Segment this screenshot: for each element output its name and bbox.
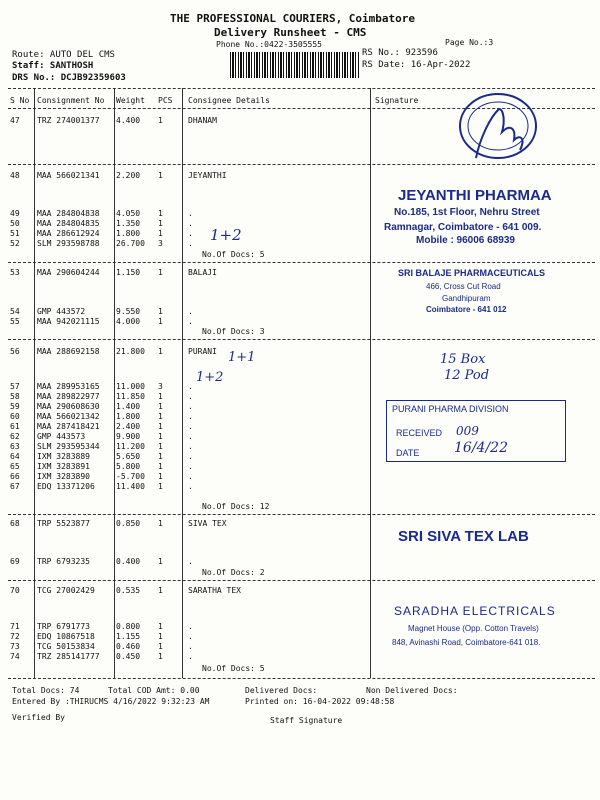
row-consignee: . xyxy=(188,442,193,451)
row-weight: 1.155 xyxy=(116,632,141,641)
row-weight: 4.050 xyxy=(116,209,141,218)
row-consignment-no: TRP 6791773 xyxy=(37,622,90,631)
row-pcs: 1 xyxy=(158,268,163,277)
row-pcs: 1 xyxy=(158,452,163,461)
row-consignment-no: MAA 287418421 xyxy=(37,422,100,431)
row-sno: 58 xyxy=(10,392,20,401)
row-pcs: 1 xyxy=(158,652,163,661)
row-weight: 5.650 xyxy=(116,452,141,461)
row-sno: 50 xyxy=(10,219,20,228)
row-weight: 9.900 xyxy=(116,432,141,441)
row-weight: 11.400 xyxy=(116,482,145,491)
rs-number: RS No.: 923596 xyxy=(362,48,438,58)
row-consignee: . xyxy=(188,557,193,566)
row-consignment-no: TRP 6793235 xyxy=(37,557,90,566)
document-title: Delivery Runsheet - CMS xyxy=(214,26,367,39)
col-divider xyxy=(114,88,115,678)
row-consignment-no: MAA 566021342 xyxy=(37,412,100,421)
row-pcs: 1 xyxy=(158,586,163,595)
row-pcs: 1 xyxy=(158,229,163,238)
route: Route: AUTO DEL CMS xyxy=(12,50,115,60)
row-pcs: 1 xyxy=(158,219,163,228)
row-sno: 61 xyxy=(10,422,20,431)
row-sno: 51 xyxy=(10,229,20,238)
row-consignee: . xyxy=(188,229,193,238)
row-sno: 54 xyxy=(10,307,20,316)
row-consignment-no: MAA 290608630 xyxy=(37,402,100,411)
row-consignment-no: TCG 27002429 xyxy=(37,586,95,595)
row-weight: 0.850 xyxy=(116,519,141,528)
row-consignee: SIVA TEX xyxy=(188,519,227,528)
row-consignment-no: IXM 3283891 xyxy=(37,462,90,471)
row-weight: 2.200 xyxy=(116,171,141,180)
no-of-docs: No.Of Docs: 5 xyxy=(202,250,265,259)
handwritten-note: 1+2 xyxy=(196,370,224,385)
no-of-docs: No.Of Docs: 2 xyxy=(202,568,265,577)
row-pcs: 1 xyxy=(158,392,163,401)
row-sno: 53 xyxy=(10,268,20,277)
row-consignment-no: TRP 5523877 xyxy=(37,519,90,528)
row-pcs: 1 xyxy=(158,171,163,180)
row-weight: 1.800 xyxy=(116,412,141,421)
col-divider xyxy=(34,88,35,678)
row-weight: 26.700 xyxy=(116,239,145,248)
col-consignment: Consignment No xyxy=(37,96,105,105)
row-consignment-no: IXM 3283890 xyxy=(37,472,90,481)
row-sno: 68 xyxy=(10,519,20,528)
row-consignment-no: MAA 289953165 xyxy=(37,382,100,391)
group-separator xyxy=(8,262,595,263)
row-sno: 52 xyxy=(10,239,20,248)
row-consignee: . xyxy=(188,642,193,651)
row-weight: 0.460 xyxy=(116,642,141,651)
row-consignee: PURANI xyxy=(188,347,217,356)
row-consignee: . xyxy=(188,209,193,218)
row-consignee: . xyxy=(188,412,193,421)
row-weight: 1.350 xyxy=(116,219,141,228)
row-sno: 69 xyxy=(10,557,20,566)
col-pcs: PCS xyxy=(158,96,173,105)
row-weight: 4.000 xyxy=(116,317,141,326)
row-pcs: 1 xyxy=(158,557,163,566)
row-pcs: 1 xyxy=(158,347,163,356)
row-consignment-no: MAA 566021341 xyxy=(37,171,100,180)
group-separator xyxy=(8,339,595,340)
row-consignee: . xyxy=(188,632,193,641)
row-weight: 0.800 xyxy=(116,622,141,631)
handwritten-note: 15 Box xyxy=(440,352,486,367)
row-consignee: . xyxy=(188,622,193,631)
row-sno: 55 xyxy=(10,317,20,326)
col-weight: Weight xyxy=(116,96,145,105)
row-weight: -5.700 xyxy=(116,472,145,481)
total-cod-amount: Total COD Amt: 0.00 xyxy=(108,686,200,695)
row-consignment-no: SLM 293598788 xyxy=(37,239,100,248)
row-pcs: 1 xyxy=(158,432,163,441)
row-sno: 63 xyxy=(10,442,20,451)
row-weight: 1.800 xyxy=(116,229,141,238)
delivered-docs: Delivered Docs: xyxy=(245,686,318,695)
row-sno: 56 xyxy=(10,347,20,356)
row-consignee: . xyxy=(188,432,193,441)
row-sno: 66 xyxy=(10,472,20,481)
row-sno: 73 xyxy=(10,642,20,651)
row-consignee: . xyxy=(188,382,193,391)
row-consignee: . xyxy=(188,422,193,431)
row-consignee: . xyxy=(188,452,193,461)
row-sno: 71 xyxy=(10,622,20,631)
row-weight: 9.550 xyxy=(116,307,141,316)
row-weight: 1.150 xyxy=(116,268,141,277)
verified-by: Verified By xyxy=(12,713,65,722)
handwritten-note: 1+2 xyxy=(210,226,242,244)
row-sno: 67 xyxy=(10,482,20,491)
row-pcs: 1 xyxy=(158,209,163,218)
row-consignment-no: MAA 284804838 xyxy=(37,209,100,218)
table-end-rule xyxy=(8,678,595,679)
signature-scribble xyxy=(450,88,540,172)
row-pcs: 1 xyxy=(158,412,163,421)
row-sno: 74 xyxy=(10,652,20,661)
row-consignment-no: GMP 443572 xyxy=(37,307,86,316)
row-pcs: 1 xyxy=(158,519,163,528)
printed-on: Printed on: 16-04-2022 09:48:58 xyxy=(245,697,395,706)
row-weight: 2.400 xyxy=(116,422,141,431)
row-consignment-no: SLM 293595344 xyxy=(37,442,100,451)
row-consignment-no: MAA 290604244 xyxy=(37,268,100,277)
row-pcs: 1 xyxy=(158,402,163,411)
row-consignee: . xyxy=(188,307,193,316)
row-sno: 48 xyxy=(10,171,20,180)
no-of-docs: No.Of Docs: 5 xyxy=(202,664,265,673)
row-consignee: SARATHA TEX xyxy=(188,586,241,595)
no-of-docs: No.Of Docs: 3 xyxy=(202,327,265,336)
row-consignee: . xyxy=(188,462,193,471)
row-pcs: 1 xyxy=(158,317,163,326)
row-pcs: 3 xyxy=(158,239,163,248)
col-divider xyxy=(182,88,183,678)
phone-number: Phone No.:0422-3505555 xyxy=(216,40,322,49)
row-consignee: . xyxy=(188,472,193,481)
row-consignment-no: TCG 50153834 xyxy=(37,642,95,651)
row-consignee: BALAJI xyxy=(188,268,217,277)
row-consignment-no: IXM 3283889 xyxy=(37,452,90,461)
row-consignment-no: TRZ 285141777 xyxy=(37,652,100,661)
row-consignee: . xyxy=(188,652,193,661)
row-sno: 62 xyxy=(10,432,20,441)
row-weight: 11.200 xyxy=(116,442,145,451)
row-consignee: . xyxy=(188,402,193,411)
row-sno: 72 xyxy=(10,632,20,641)
staff-signature-label: Staff Signature xyxy=(270,716,343,725)
row-consignee: . xyxy=(188,392,193,401)
col-divider xyxy=(370,88,371,678)
no-of-docs: No.Of Docs: 12 xyxy=(202,502,270,511)
barcode xyxy=(230,52,360,78)
row-pcs: 1 xyxy=(158,632,163,641)
row-consignment-no: MAA 288692158 xyxy=(37,347,100,356)
row-weight: 4.400 xyxy=(116,116,141,125)
handwritten-note: 16/4/22 xyxy=(454,440,508,456)
entered-by: Entered By :THIRUCMS 4/16/2022 9:32:23 AM xyxy=(12,697,210,706)
row-weight: 0.535 xyxy=(116,586,141,595)
staff: Staff: SANTHOSH xyxy=(12,61,94,71)
row-consignment-no: EDQ 13371206 xyxy=(37,482,95,491)
row-consignment-no: MAA 286612924 xyxy=(37,229,100,238)
rs-date: RS Date: 16-Apr-2022 xyxy=(362,60,471,70)
row-pcs: 1 xyxy=(158,472,163,481)
row-consignee: JEYANTHI xyxy=(188,171,227,180)
non-delivered-docs: Non Delivered Docs: xyxy=(366,686,458,695)
handwritten-note: 009 xyxy=(456,424,479,438)
row-sno: 64 xyxy=(10,452,20,461)
row-pcs: 1 xyxy=(158,442,163,451)
row-pcs: 1 xyxy=(158,462,163,471)
row-sno: 60 xyxy=(10,412,20,421)
row-sno: 59 xyxy=(10,402,20,411)
col-sno: S No xyxy=(10,96,30,105)
row-sno: 57 xyxy=(10,382,20,391)
row-weight: 1.400 xyxy=(116,402,141,411)
row-consignment-no: MAA 284804835 xyxy=(37,219,100,228)
row-consignee: DHANAM xyxy=(188,116,217,125)
row-consignment-no: GMP 443573 xyxy=(37,432,86,441)
row-consignee: . xyxy=(188,482,193,491)
handwritten-note: 1+1 xyxy=(228,350,256,365)
page-number: Page No.:3 xyxy=(445,38,494,47)
row-consignee: . xyxy=(188,239,193,248)
row-pcs: 3 xyxy=(158,382,163,391)
row-sno: 49 xyxy=(10,209,20,218)
company-name: THE PROFESSIONAL COURIERS, Coimbatore xyxy=(170,12,416,25)
row-pcs: 1 xyxy=(158,622,163,631)
drs-number: DRS No.: DCJB92359603 xyxy=(12,73,126,83)
row-weight: 0.450 xyxy=(116,652,141,661)
row-sno: 47 xyxy=(10,116,20,125)
row-consignment-no: TRZ 274001377 xyxy=(37,116,100,125)
group-separator xyxy=(8,580,595,581)
col-consignee: Consignee Details xyxy=(188,96,270,105)
row-consignment-no: MAA 942021115 xyxy=(37,317,100,326)
row-sno: 65 xyxy=(10,462,20,471)
group-separator xyxy=(8,514,595,515)
row-pcs: 1 xyxy=(158,642,163,651)
row-consignee: . xyxy=(188,219,193,228)
row-consignee: . xyxy=(188,317,193,326)
row-weight: 11.000 xyxy=(116,382,145,391)
row-pcs: 1 xyxy=(158,482,163,491)
row-consignment-no: EDQ 10867518 xyxy=(37,632,95,641)
row-pcs: 1 xyxy=(158,307,163,316)
row-weight: 0.400 xyxy=(116,557,141,566)
row-weight: 5.800 xyxy=(116,462,141,471)
row-weight: 11.850 xyxy=(116,392,145,401)
row-pcs: 1 xyxy=(158,116,163,125)
row-pcs: 1 xyxy=(158,422,163,431)
total-docs: Total Docs: 74 xyxy=(12,686,80,695)
col-signature: Signature xyxy=(375,96,419,105)
row-weight: 21.800 xyxy=(116,347,145,356)
row-consignment-no: MAA 289822977 xyxy=(37,392,100,401)
row-sno: 70 xyxy=(10,586,20,595)
runsheet-page: THE PROFESSIONAL COURIERS, Coimbatore Delivery Runsheet - CMS Phone No.:0422-3505555 Page No.:3 Route: AUTO DEL CMS Staff: SANTHOSH DRS No.: DCJB92359603 RS No.: 923596 RS Date: 16-Apr-2022 S No Consignment No Weight PCS Consignee Details Signature 47 TRZ 274001377 4.400 1 DHANAM 48 MAA 566021341 2.200 1 JEYANTHI 49 MAA 284804838 4.050 1 . 50 MAA 284804835 1.350 1 . 51 MAA 286612924 1.800 1 . 52 SLM 293598788 26.700 3 . No.Of Docs: 5 53 MAA 290604244 1.150 1 BALAJI 54 GMP 443572 9.550 1 . 55 MAA 942021115 4.000 1 . No.Of Docs: 3 56 MAA 288692158 21.800 1 PURANI 57 MAA 289953165 11.000 3 . 58 MAA 289822977 11.850 1 . 59 MAA 290608630 1.400 1 . 60 MAA 566021342 1.800 1 . 61 MAA 287418421 2.400 1 . 62 GMP 443573 9.900 1 . 63 SLM 293595344 11.200 1 . 64 IXM 3283889 5.650 1 . 65 IXM 3283891 5.800 1 . 66 IXM 3283890 -5.700 1 . 67 EDQ 13371206 11.400 1 . No.Of Docs: 12 68 TRP 5523877 0.850 1 SIVA TEX 69 TRP 6793235 0.400 1 . No.Of Docs: 2 70 TCG 27002429 0.535 1 SARATHA TEX 71 TRP 6791773 0.800 1 . 72 EDQ 10867518 1.155 1 . 73 TCG 50153834 0.460 1 . 74 TRZ 285141777 0.450 1 . No.Of Docs: 5 Total Docs: 74 Total COD Amt: 0.00 Delivered Docs: Non Delivered Docs: Entered By :THIRUCMS 4/16/2022 9:32:23 AM Printed on: 16-04-2022 09:48:58 Verified By Staff Signature JEYANTHI PHARMAA No.185, 1st Floor, Nehru Street Ramnagar, Coimbatore - 641 009. Mobile : 96006 68939 SRI BALAJE PHARMACEUTICALS 466, Cross Cut Road Gandhipuram Coimbatore - 641 012 PURANI PHARMA DIVISION RECEIVED DATE SRI SIVA TEX LAB SARADHA ELECTRICALS Magnet House (Opp. Cotton Travels) 848, Avinashi Road, Coimbatore-641 018. 1+2 1+1 1+2 15 Box 12 Pod 009 16/4/22 xyxy=(0,0,600,800)
handwritten-note: 12 Pod xyxy=(444,368,490,383)
